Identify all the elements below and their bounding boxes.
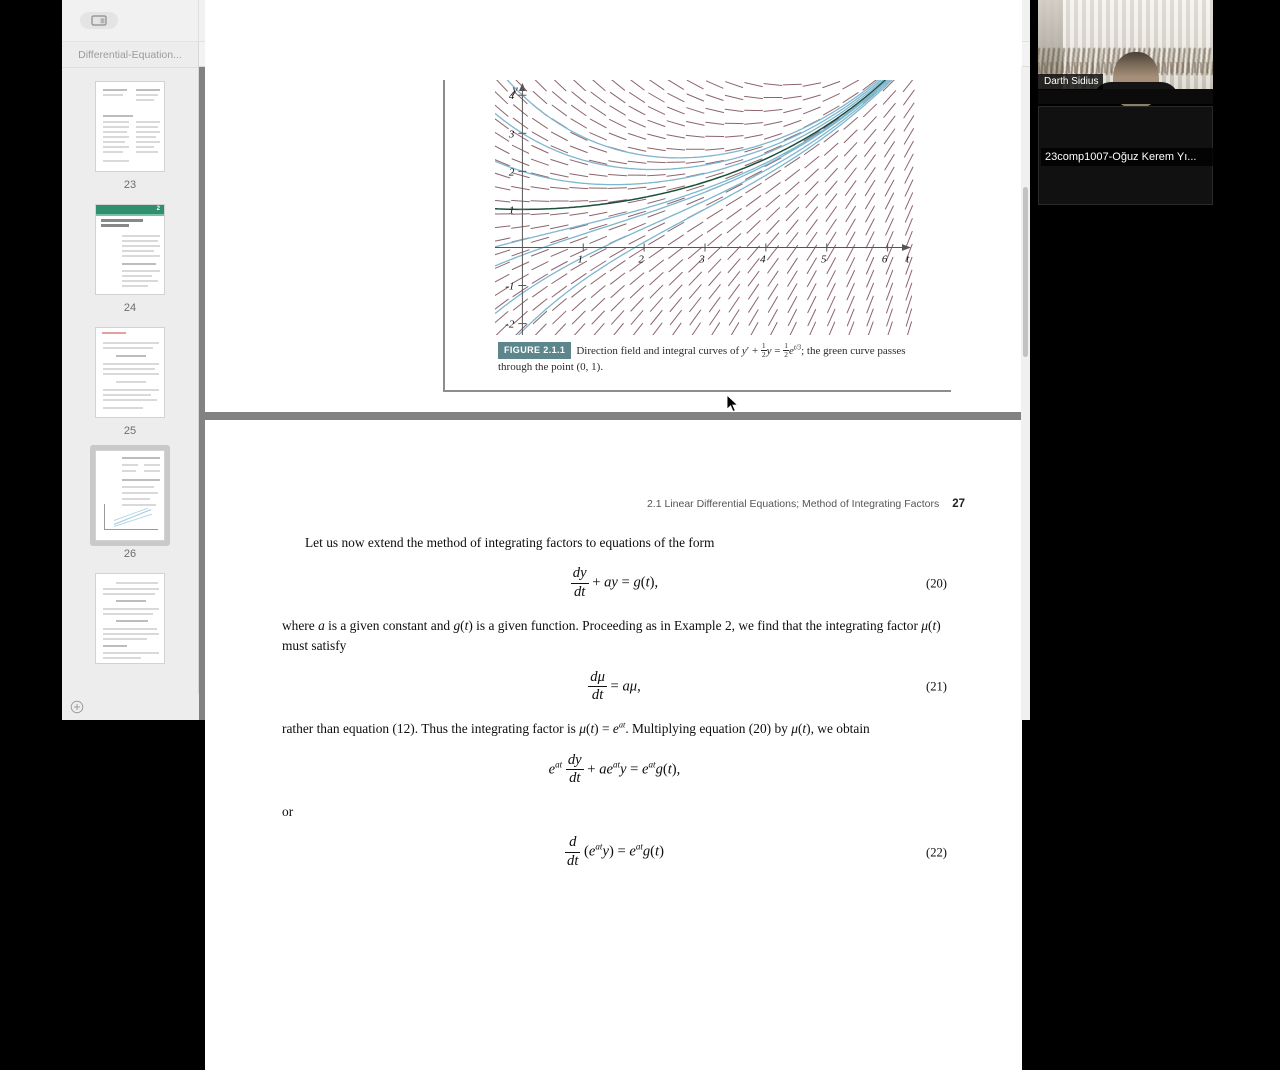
preview-window [62,0,1030,720]
direction-field-plot [495,80,915,335]
thumbnail-page-number: 25 [124,425,136,437]
thumbnail-frame [90,568,170,669]
svg-text:3: 3 [698,253,705,265]
paragraph-2-b: is a given constant and [325,618,454,633]
paragraph-3-c: , we obtain [811,721,870,736]
thumbnail-preview: 2 [95,204,165,295]
figure-caption-e: e [789,345,794,357]
figure-caption [498,342,908,375]
equation-22-body: $\frac{d}{dt}$ $(e^{at}y) = e^{at}g(t)$ [565,835,664,870]
video-tile-darth-sidius[interactable] [1038,0,1213,104]
svg-text:1: 1 [509,204,515,216]
equation-unnumbered-body: $e^{at}$ $\frac{dy}{dt}$ + $ae^{at}y = e^{at}g(t)$, [549,753,681,788]
figure-block [443,80,953,392]
svg-text:6: 6 [882,253,888,265]
equation-20-body: $\frac{dy}{dt}$ + ay = g(t), [571,566,658,601]
svg-text:5: 5 [821,253,827,265]
figure-rule-horizontal [443,390,951,392]
page-running-header [205,498,1022,510]
page-header-section: 2.1 Linear Differential Equations; Method of Integrating Factors [647,498,939,510]
sidebar-toggle-icon[interactable] [80,12,118,29]
thumbnail-figure [104,504,158,530]
thumbnail-frame [90,322,170,423]
svg-text:4: 4 [760,253,766,265]
figure-caption-text-2: ; the green curve passes through the point (0, 1). [498,345,906,373]
paragraph-3-a: rather than equation (12). Thus the integrating factor is [282,721,579,736]
video-bottom-band [1038,89,1213,104]
paragraph-2-d: must satisfy [282,638,346,653]
figure-caption-exponent: t/3 [794,344,801,351]
thumbnail-item-23[interactable] [62,76,198,191]
sidebar-header [62,42,198,68]
thumbnail-sidebar [62,42,199,720]
sidebar-title: Differential-Equation... [78,49,182,61]
svg-text:2: 2 [638,253,644,265]
paragraph-2-a: where [282,618,318,633]
thumbnail-item-25[interactable] [62,322,198,437]
video-tile-oguz-kerem[interactable] [1038,106,1213,205]
svg-text:4: 4 [509,90,515,102]
page-number: 27 [952,498,965,510]
figure-label: FIGURE 2.1.1 [498,342,571,359]
thumbnail-preview [95,573,165,664]
thumbnail-list [62,68,198,669]
sidebar-toggle-zone [62,0,199,42]
figure-caption-y2: y [767,345,772,357]
figure-caption-half-1: $\frac{1}{2}$ [761,342,767,359]
figure-caption-text-1: Direction field and integral curves of [576,345,742,357]
thumbnail-item-24[interactable] [62,199,198,314]
equation-20-number: (20) [926,574,947,593]
equation-21-body: $\frac{d\mu}{dt}$ = aμ, [588,670,640,705]
thumbnail-frame-selected [90,445,170,546]
figure-rule-vertical [443,80,445,390]
thumbnail-page-number: 24 [124,302,136,314]
paragraph-3-b: . Multiplying equation (20) by [625,721,791,736]
figure-caption-prime: ′ [747,345,749,357]
svg-text:-1: -1 [505,281,514,293]
document-page-27 [205,420,1022,1070]
figure-caption-half-2: $\frac{1}{2}$ [783,342,789,359]
sidebar-footer [62,694,199,720]
paragraph-2-c: is a given function. Proceeding as in Example 2, we find that the integrating factor [473,618,921,633]
svg-text:y: y [511,82,518,96]
paragraph-2: where a is a given constant and g(t) is a given function. Proceeding as in Example 2, we find that the integrating factor μ(t) must satisfy [282,616,947,657]
equation-21-number: (21) [926,677,947,696]
add-page-icon[interactable] [70,700,84,714]
thumbnail-frame [90,199,170,300]
figure-caption-equals: = [772,345,784,357]
thumbnail-preview [95,81,165,172]
figure-caption-plus: + [749,345,761,357]
equation-unnumbered [282,753,947,788]
svg-text:t: t [906,251,910,265]
svg-text:3: 3 [508,128,515,140]
participant-name-badge: Darth Sidius [1038,74,1103,90]
scrollbar-thumb[interactable] [1023,187,1028,357]
thumbnail-preview [95,327,165,418]
document-scrollbar[interactable] [1021,67,1030,720]
thumbnail-item-26[interactable] [62,445,198,560]
svg-text:2: 2 [509,166,515,178]
direction-field-svg [495,80,915,335]
document-scroll-area[interactable] [199,67,1030,720]
svg-text:-2: -2 [505,319,515,331]
equation-20 [282,566,947,601]
thumbnail-page-number: 26 [124,548,136,560]
document-page-26 [205,0,1022,412]
paragraph-4: or [282,802,947,822]
mouse-cursor [726,394,740,414]
paragraph-1: Let us now extend the method of integrating factors to equations of the form [282,533,947,553]
svg-text:1: 1 [578,253,584,265]
equation-22-number: (22) [926,843,947,862]
figure-caption-y: y [742,345,747,357]
page-body-text [282,533,947,885]
thumbnail-page-number: 23 [124,179,136,191]
equation-22 [282,835,947,870]
thumbnail-preview [95,450,165,541]
thumbnail-item-27[interactable] [62,568,198,669]
equation-21 [282,670,947,705]
paragraph-3: rather than equation (12). Thus the integrating factor is $\mu(t) = e^{at}$. Multiplying equation (20) by μ(t), we obtain [282,719,947,739]
thumbnail-frame [90,76,170,177]
participant-name-badge: 23comp1007-Oğuz Kerem Yı... [1041,148,1213,166]
